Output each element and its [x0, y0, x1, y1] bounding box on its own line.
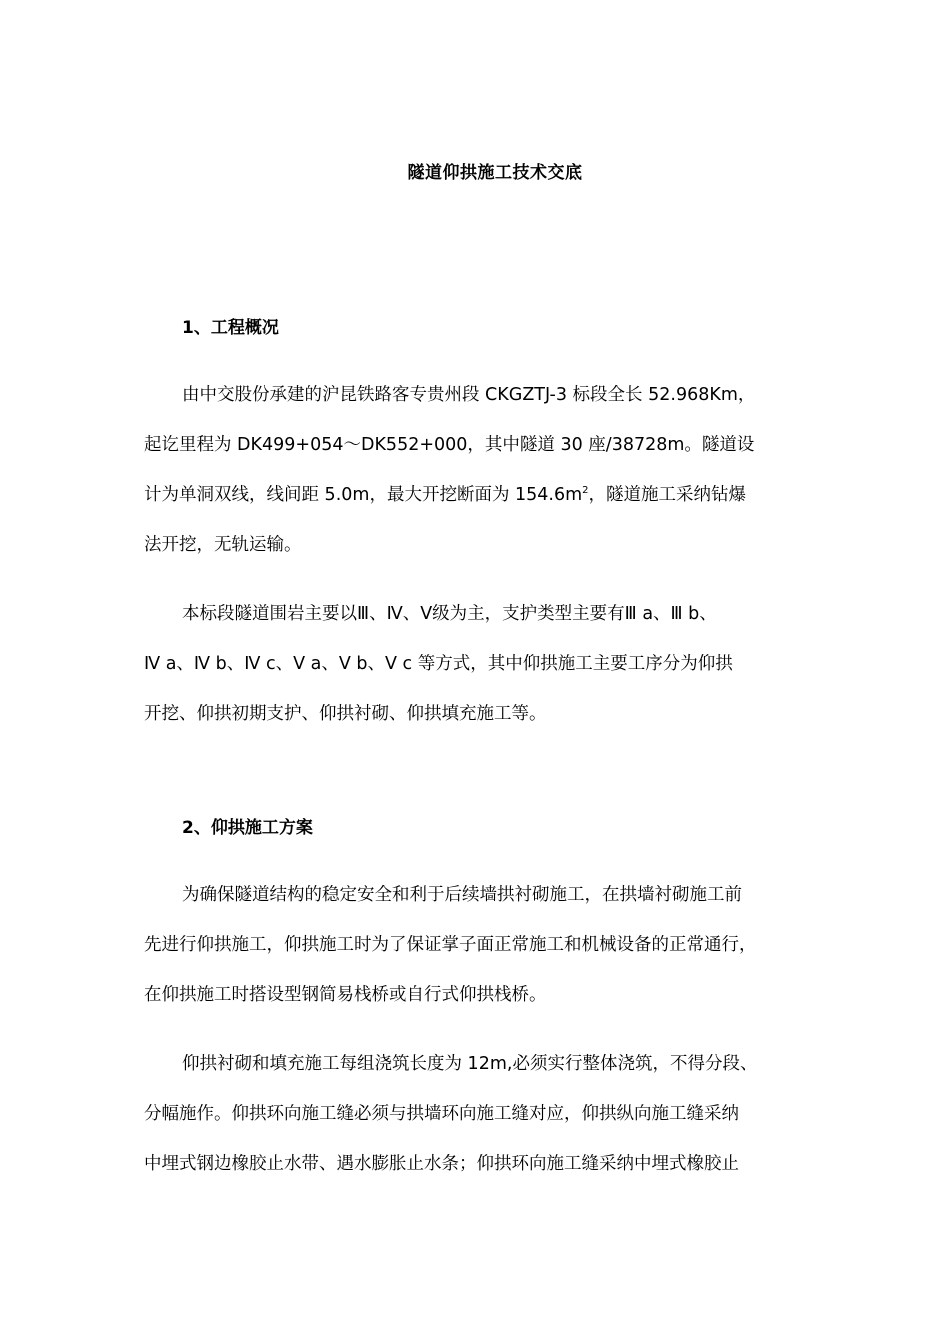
section-heading-overview: 1、工程概况: [182, 318, 279, 338]
paragraph-project-summary: [144, 370, 824, 570]
paragraph-line: 起讫里程为 DK499+054～DK552+000，其中隧道 30 座/38728m。隧道设: [144, 435, 755, 455]
paragraph-line: 先进行仰拱施工，仰拱施工时为了保证掌子面正常施工和机械设备的正常通行，: [144, 935, 757, 955]
paragraph-line-tail: ，隧道施工采纳钻爆: [588, 485, 747, 505]
paragraph-construction-approach: [144, 870, 824, 1020]
paragraph-line: Ⅳ a、Ⅳ b、Ⅳ c、Ⅴ a、Ⅴ b、Ⅴ c 等方式，其中仰拱施工主要工序分为仰拱: [144, 654, 733, 674]
paragraph-line-with-superscript: [144, 470, 824, 520]
paragraph-line: 在仰拱施工时搭设型钢简易栈桥或自行式仰拱栈桥。: [144, 985, 547, 1005]
paragraph-line: 开挖、仰拱初期支护、仰拱衬砌、仰拱填充施工等。: [144, 704, 547, 724]
section-heading-construction-plan: 2、仰拱施工方案: [182, 818, 313, 838]
paragraph-line: 分幅施作。仰拱环向施工缝必须与拱墙环向施工缝对应，仰拱纵向施工缝采纳: [144, 1104, 739, 1124]
paragraph-line: 由中交股份承建的沪昆铁路客专贵州段 CKGZTJ-3 标段全长 52.968Km，: [182, 385, 756, 405]
paragraph-line: 中埋式钢边橡胶止水带、遇水膨胀止水条；仰拱环向施工缝采纳中埋式橡胶止: [144, 1154, 739, 1174]
paragraph-line: 仰拱衬砌和填充施工每组浇筑长度为 12m,必须实行整体浇筑，不得分段、: [182, 1054, 758, 1074]
paragraph-rock-grades: [144, 589, 824, 739]
paragraph-pouring-requirements: [144, 1039, 824, 1189]
document-title: 隧道仰拱施工技术交底: [407, 163, 583, 183]
paragraph-line: 为确保隧道结构的稳定安全和利于后续墙拱衬砌施工，在拱墙衬砌施工前: [182, 885, 742, 905]
paragraph-line: 本标段隧道围岩主要以Ⅲ、Ⅳ、Ⅴ级为主，支护类型主要有Ⅲ a、Ⅲ b、: [182, 604, 717, 624]
paragraph-line: 法开挖，无轨运输。: [144, 535, 302, 555]
paragraph-line-text: 计为单洞双线，线间距 5.0m，最大开挖断面为 154.6m: [144, 485, 583, 505]
superscript: 2: [582, 485, 589, 497]
